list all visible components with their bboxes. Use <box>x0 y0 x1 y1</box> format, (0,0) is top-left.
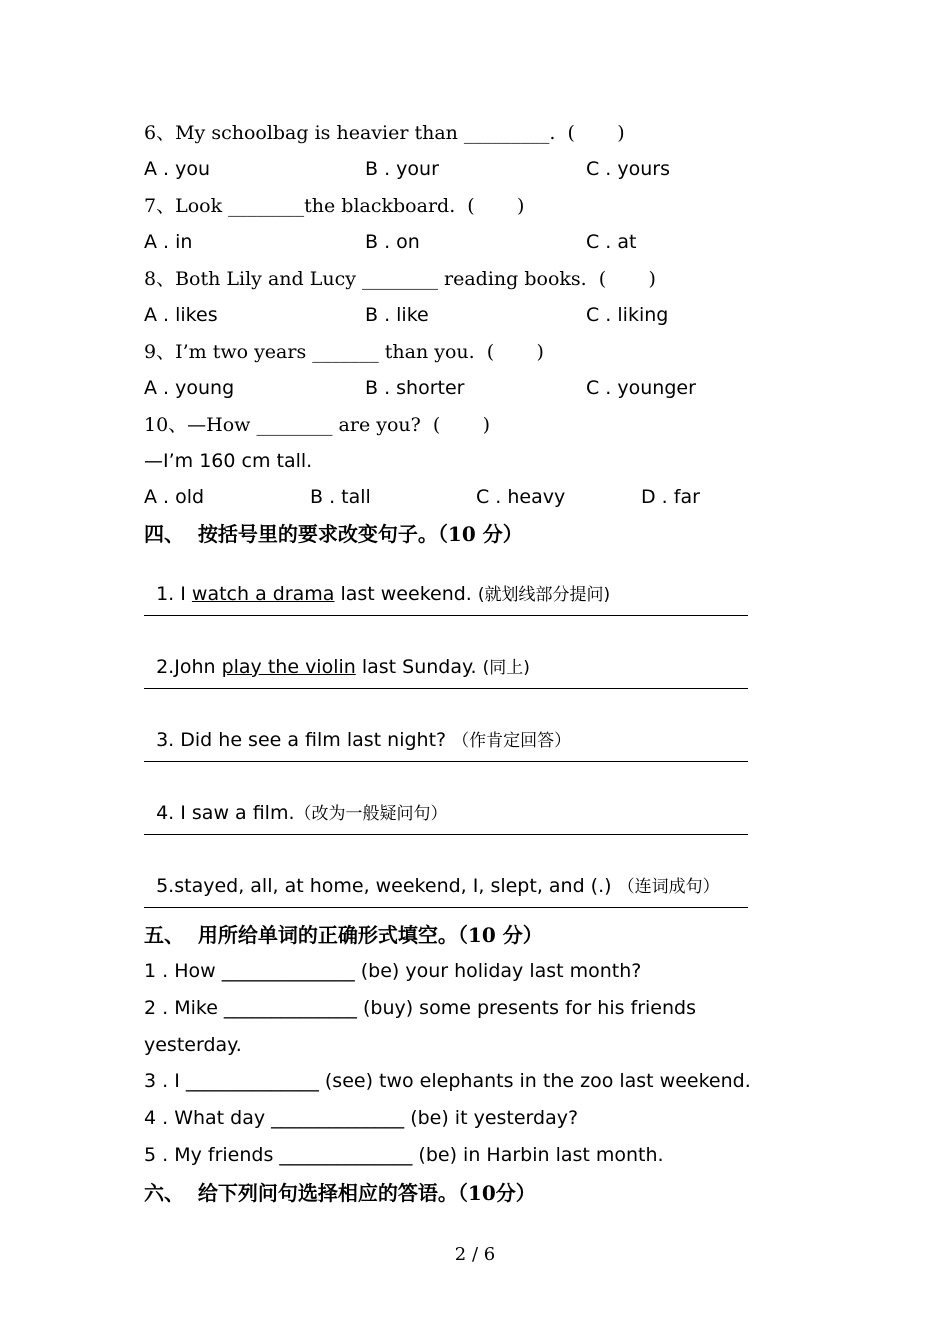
question-6-option-b: B . your <box>365 158 439 180</box>
rewrite-item-2 <box>144 631 530 680</box>
section-5-heading: 五、 用所给单词的正确形式填空。（10 分） <box>144 923 543 947</box>
question-10-option-b: B . tall <box>310 486 371 508</box>
rewrite-item-3 <box>144 704 571 753</box>
question-8-option-c: C . liking <box>586 304 669 326</box>
fill-item-2: 2 . Mike ______________ (buy) some presents for his friends <box>144 997 697 1019</box>
question-10-option-a: A . old <box>144 486 205 508</box>
rewrite-item-1-text: 1. I <box>156 583 192 605</box>
question-6-option-a: A . you <box>144 158 211 180</box>
page-number: 2 / 6 <box>454 1244 496 1265</box>
section-4-heading: 四、 按括号里的要求改变句子。（10 分） <box>144 522 523 546</box>
question-7-option-b: B . on <box>365 231 420 253</box>
answer-line-3[interactable] <box>144 761 748 762</box>
answer-line-2[interactable] <box>144 688 748 689</box>
question-7-option-a: A . in <box>144 231 193 253</box>
question-7-stem: 7、Look ________the blackboard. ( ) <box>144 195 525 217</box>
rewrite-item-1-underlined: watch a drama <box>191 583 335 605</box>
rewrite-item-2-text-post: last Sunday. <box>355 656 483 678</box>
answer-line-1[interactable] <box>144 615 748 616</box>
question-8-option-a: A . likes <box>144 304 218 326</box>
answer-line-5[interactable] <box>144 907 748 908</box>
question-10-option-d: D . far <box>641 486 700 508</box>
fill-item-2-continued: yesterday. <box>144 1034 242 1056</box>
rewrite-item-4-text: 4. I saw a film. <box>156 802 295 824</box>
question-9-option-b: B . shorter <box>365 377 465 399</box>
rewrite-item-2-instruction: (同上) <box>482 658 530 678</box>
rewrite-item-5-instruction: （连词成句） <box>617 877 720 897</box>
rewrite-item-1-instruction: (就划线部分提问) <box>477 585 611 605</box>
fill-item-5: 5 . My friends ______________ (be) in Harbin last month. <box>144 1144 664 1166</box>
question-10-dialogue: —I’m 160 cm tall. <box>144 450 313 472</box>
fill-item-3: 3 . I ______________ (see) two elephants in the zoo last weekend. <box>144 1070 751 1092</box>
rewrite-item-1 <box>144 558 610 607</box>
rewrite-item-3-instruction: （作肯定回答） <box>452 731 572 751</box>
question-8-stem: 8、Both Lily and Lucy ________ reading books. ( ) <box>144 268 656 290</box>
question-9-option-c: C . younger <box>586 377 696 399</box>
question-7-option-c: C . at <box>586 231 637 253</box>
question-8-option-b: B . like <box>365 304 429 326</box>
fill-item-4: 4 . What day ______________ (be) it yesterday? <box>144 1107 579 1129</box>
question-10-stem: 10、—How ________ are you? ( ) <box>144 414 490 436</box>
question-6-option-c: C . yours <box>586 158 671 180</box>
rewrite-item-4 <box>144 777 448 826</box>
question-9-stem: 9、I’m two years _______ than you. ( ) <box>144 341 544 363</box>
rewrite-item-5 <box>144 850 720 899</box>
section-6-heading: 六、 给下列问句选择相应的答语。（10分） <box>144 1181 536 1205</box>
answer-line-4[interactable] <box>144 834 748 835</box>
question-6-stem: 6、My schoolbag is heavier than _________. ( ) <box>144 122 625 144</box>
rewrite-item-3-text: 3. Did he see a film last night? <box>156 729 453 751</box>
rewrite-item-2-underlined: play the violin <box>221 656 356 678</box>
rewrite-item-2-text: 2.John <box>156 656 222 678</box>
rewrite-item-4-instruction: （改为一般疑问句） <box>294 804 448 824</box>
question-10-option-c: C . heavy <box>476 486 566 508</box>
rewrite-item-1-text-post: last weekend. <box>334 583 478 605</box>
fill-item-1: 1 . How ______________ (be) your holiday last month? <box>144 960 642 982</box>
question-9-option-a: A . young <box>144 377 235 399</box>
rewrite-item-5-text: 5.stayed, all, at home, weekend, I, slept, and (.) <box>156 875 618 897</box>
